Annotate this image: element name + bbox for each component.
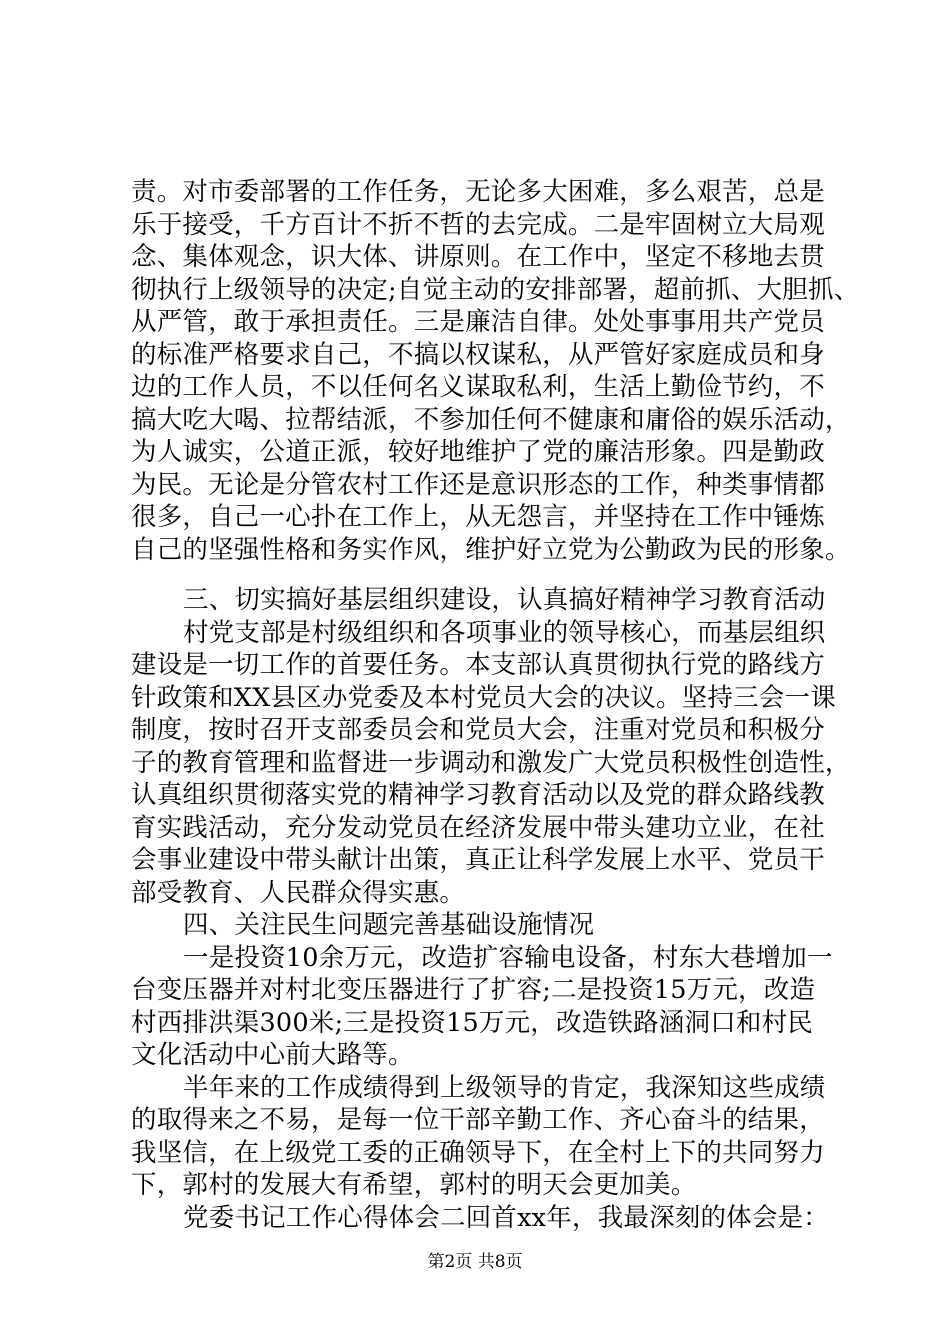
text-line: 村西排洪渠300米;三是投资15万元，改造铁路涵洞口和村民 [131,1007,814,1038]
text-line: 子的教育管理和监督进一步调动和激发广大党员积极性创造性， [131,747,851,778]
page-footer [0,1252,950,1272]
text-line: 半年来的工作成绩得到上级领导的肯定，我深知这些成绩 [183,1072,826,1103]
text-line: 台变压器并对村北变压器进行了扩容;二是投资15万元，改造 [131,975,816,1005]
text-line: 党委书记工作心得体会二回首xx年，我最深刻的体会是： [183,1202,829,1233]
text-line: 很多，自己一心扑在工作上，从无怨言，并坚持在工作中锤炼 [131,502,825,532]
text-line: 下，郭村的发展大有希望，郭村的明天会更加美。 [131,1170,697,1200]
paragraph-gap [131,566,851,584]
document-body [131,176,860,1234]
text-line: 部受教育、人民群众得实惠。 [131,877,466,908]
text-line: 为民。无论是分管农村工作还是意识形态的工作，种类事情都 [131,469,825,500]
text-line: 针政策和XX县区办党委及本村党员大会的决议。坚持三会一课 [131,682,836,713]
text-line: 念、集体观念，识大体、讲原则。在工作中，坚定不移地去贯 [131,242,825,272]
text-line: 制度，按时召开支部委员会和党员大会，注重对党员和积极分 [131,715,825,745]
text-line: 文化活动中心前大路等。 [131,1040,414,1070]
text-line: 村党支部是村级组织和各项事业的领导核心，而基层组织 [183,617,826,648]
text-line: 建设是一切工作的首要任务。本支部认真贯彻执行党的路线方 [131,650,825,680]
text-line: 我坚信，在上级党工委的正确领导下，在全村上下的共同努力 [131,1137,825,1168]
text-line: 边的工作人员，不以任何名义谋取私利，生活上勤俭节约，不 [131,372,825,402]
text-line: 的取得来之不易，是每一位干部辛勤工作、齐心奋斗的结果， [131,1105,825,1135]
section-heading: 四、关注民生问题完善基础设施情况 [183,910,595,940]
section-heading: 三、切实搞好基层组织建设，认真搞好精神学习教育活动 [183,585,826,615]
text-line: 会事业建设中带头献计出策，真正让科学发展上水平、党员干 [131,845,825,875]
text-line: 自己的坚强性格和务实作风，维护好立党为公勤政为民的形象。 [131,534,851,565]
text-line: 从严管，敢于承担责任。三是廉洁自律。处处事事用共产党员 [131,307,825,337]
text-line: 育实践活动，充分发动党员在经济发展中带头建功立业，在社 [131,812,825,843]
text-line: 为人诚实，公道正派，较好地维护了党的廉洁形象。四是勤政 [131,437,825,467]
text-line: 彻执行上级领导的决定;自觉主动的安排部署，超前抓、大胆抓、 [131,274,860,305]
text-line: 责。对市委部署的工作任务，无论多大困难，多么艰苦，总是 [131,177,825,207]
text-line: 一是投资10余万元，改造扩容输电设备，村东大巷增加一 [183,942,833,973]
page-number-label: 第2页 共8页 [427,1252,523,1272]
text-line: 的标准严格要求自己，不搞以权谋私，从严管好家庭成员和身 [131,339,825,370]
text-line: 认真组织贯彻落实党的精神学习教育活动以及党的群众路线教 [131,780,825,810]
text-line: 乐于接受，千方百计不折不哲的去完成。二是牢固树立大局观 [131,209,825,240]
text-line: 搞大吃大喝、拉帮结派，不参加任何不健康和庸俗的娱乐活动， [131,404,851,435]
